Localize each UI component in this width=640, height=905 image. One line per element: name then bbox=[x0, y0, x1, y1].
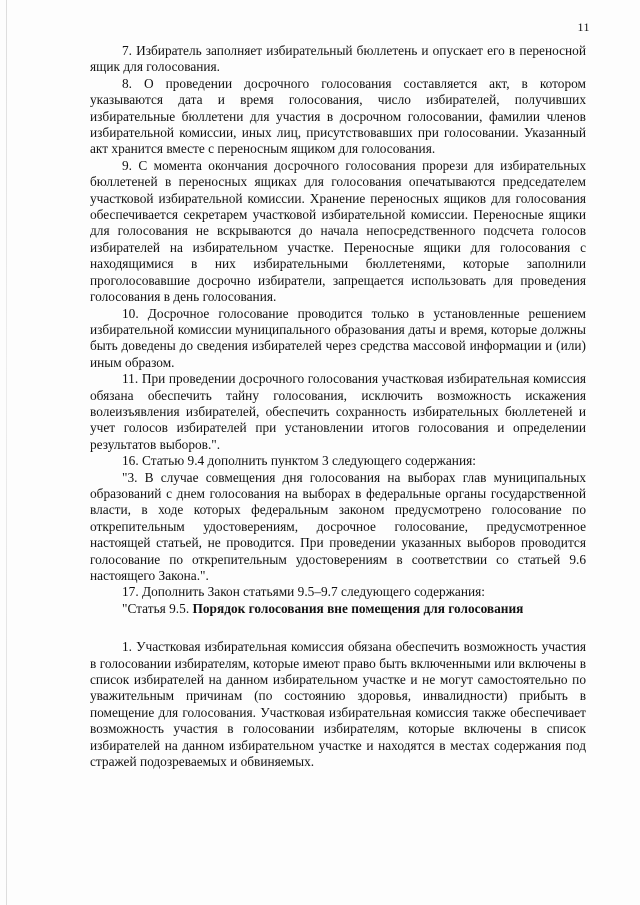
page-number: 11 bbox=[577, 20, 590, 34]
paragraph-10: 10. Досрочное голосование проводится только в установленные решением избирательной комиссии муниципального образования даты и время, которые должны быть доведены до сведения избирателей через средства массовой информации и (или) иным образом. bbox=[90, 305, 586, 370]
article-paragraph-1: 1. Участковая избирательная комиссия обязана обеспечить возможность участия в голосовании избирателям, которые имеют право быть включенными или включены в список избирателей на данном избирательном участке и не могут самостоятельно по уважительным причинам (по состоянию здоровья, инвалидности) прибыть в помещение для голосования. Участковая избирательная комиссия также обеспечивает возможность участия в голосовании избирателям, которые включены в список избирателей на данном избирательном участке и находятся в местах содержания под стражей подозреваемых и обвиняемых. bbox=[90, 639, 586, 770]
article-heading bbox=[90, 601, 586, 617]
scan-edge bbox=[6, 0, 7, 905]
article-heading-title: Порядок голосования вне помещения для голосования bbox=[192, 600, 524, 616]
paragraph-9: 9. С момента окончания досрочного голосования прорези для избирательных бюллетеней в переносных ящиках для голосования опечатываются председателем участковой избирательной комиссии. Хранение переносных ящиков для голосования обеспечивается секретарем участковой избирательной комиссии. Переносные ящики для голосования не вскрываются до начала непосредственного подсчета голосов избирателей на избирательном участке. Переносные ящики для голосования с находящимися в них избирательными бюллетенями, которые заполнили проголосовавшие досрочно избиратели, запрещается использовать для проведения голосования в день голосования. bbox=[90, 157, 586, 305]
amendment-16: 16. Статью 9.4 дополнить пунктом 3 следующего содержания: bbox=[122, 453, 476, 469]
paragraph-7: 7. Избиратель заполняет избирательный бюллетень и опускает его в переносной ящик для голосования. bbox=[90, 43, 586, 75]
amendment-16-text: "3. В случае совмещения дня голосования на выборах глав муниципальных образований с днем голосования на выборах в федеральные органы государственной власти, в ходе которых федеральным законом предусмотрено голосование по открепительным удостоверениям, досрочное голосование, предусмотренное настоящей статьей, не проводится. При проведении указанных выборов проводится голосование по открепительным удостоверениям в соответствии со статьей 9.6 настоящего Закона.". bbox=[90, 469, 586, 583]
paragraph-11: 11. При проведении досрочного голосования участковая избирательная комиссия обязана обеспечить тайну голосования, исключить возможность искажения волеизъявления избирателей, обеспечить сохранность избирательных бюллетеней и учет голосов избирателей при установлении итогов голосования и определении результатов выборов.". bbox=[90, 371, 586, 452]
amendment-17: 17. Дополнить Закон статьями 9.5–9.7 следующего содержания: bbox=[122, 584, 485, 600]
article-heading-prefix: "Статья 9.5. bbox=[122, 600, 193, 616]
paragraph-8: 8. О проведении досрочного голосования составляется акт, в котором указываются дата и время голосования, число избирателей, получивших избирательные бюллетени для участия в досрочном голосовании, фамилии членов избирательной комиссии, иных лиц, присутствовавших при голосовании. Указанный акт хранится вместе с переносным ящиком для голосования. bbox=[90, 75, 586, 157]
document-body bbox=[90, 43, 586, 770]
section-gap bbox=[90, 617, 586, 639]
